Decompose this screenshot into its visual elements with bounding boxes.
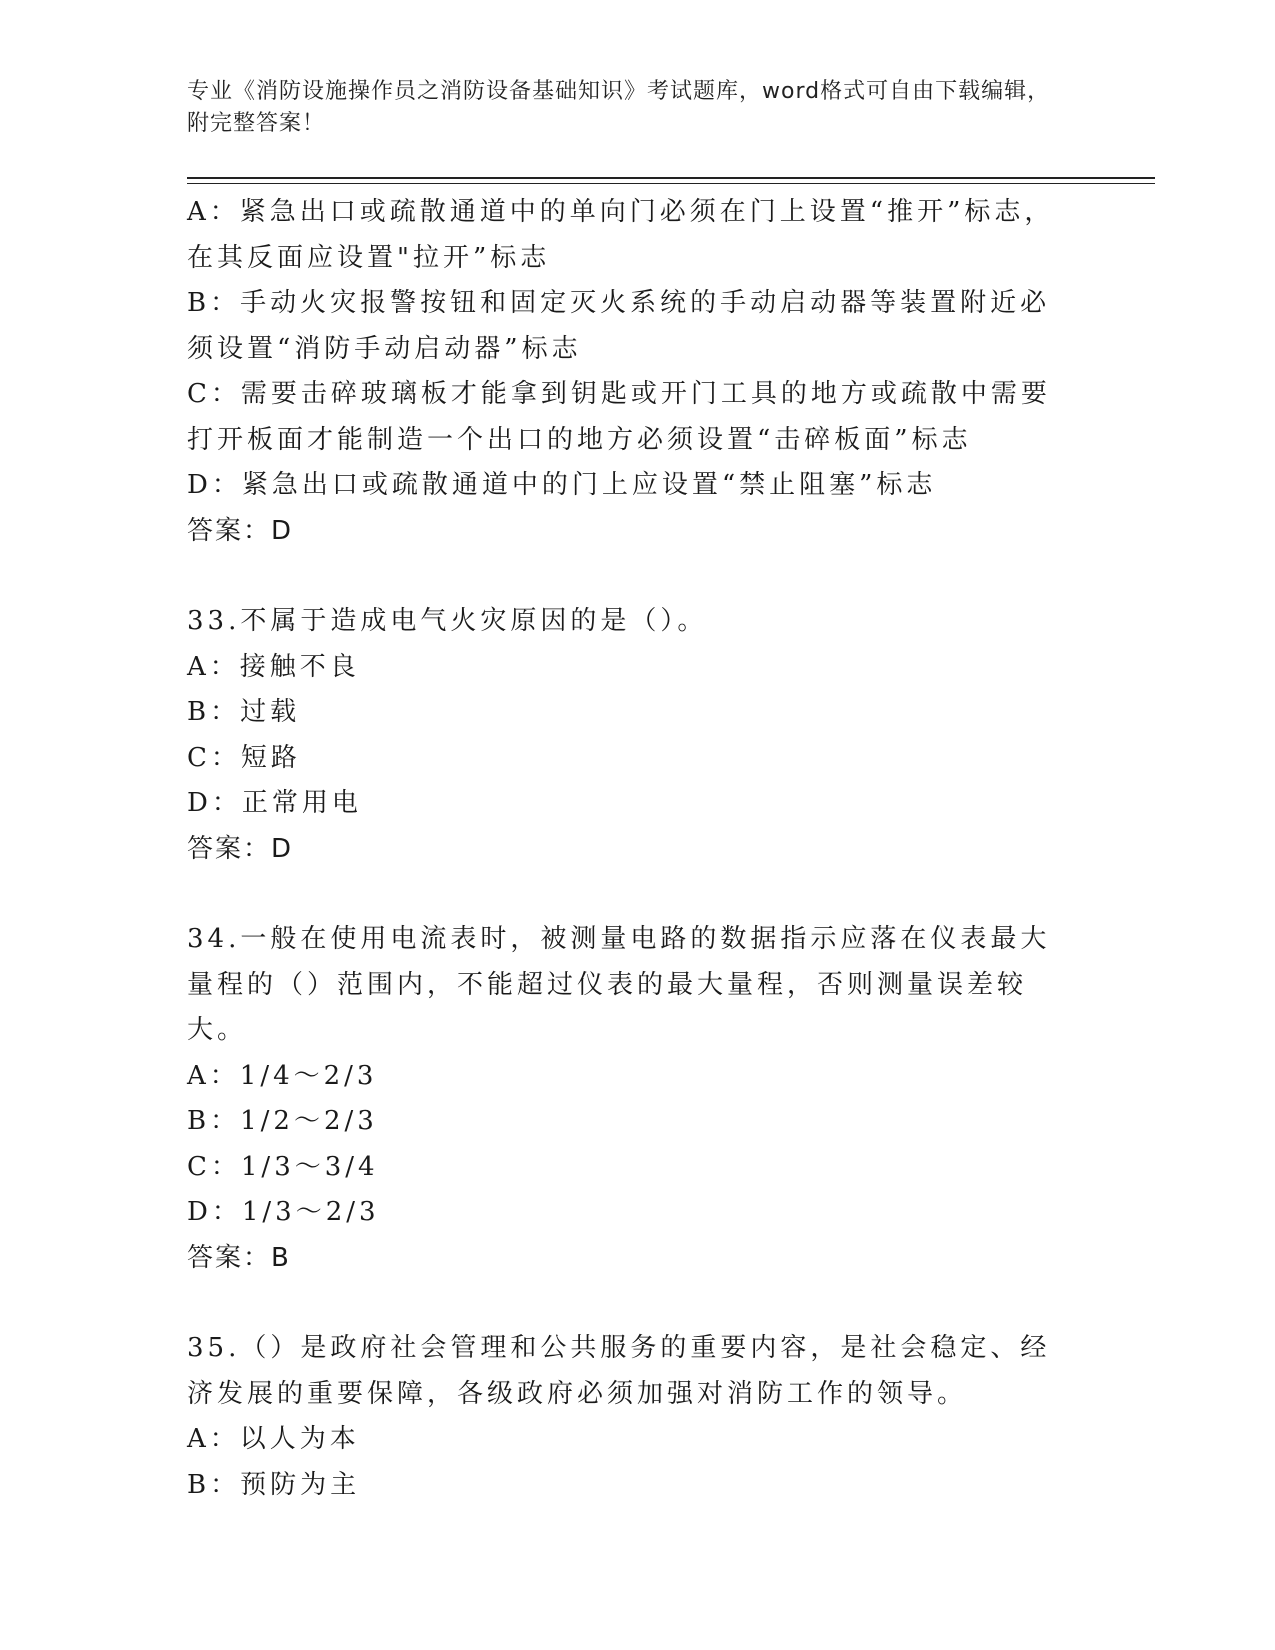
question-block-prev bbox=[187, 190, 1077, 554]
option-c: C：短路 bbox=[187, 742, 301, 773]
option-a: A：1/4～2/3 bbox=[187, 1060, 378, 1091]
spacer bbox=[187, 554, 1077, 599]
option-c: C：需要击碎玻璃板才能拿到钥匙或开门工具的地方或疏散中需要打开板面才能制造一个出口的地方必须设置“击碎板面”标志 bbox=[187, 379, 1051, 455]
option-b: B：过载 bbox=[187, 697, 301, 727]
option-d: D：1/3～2/3 bbox=[187, 1197, 380, 1227]
option-d: D：紧急出口或疏散通道中的门上应设置“禁止阻塞”标志 bbox=[187, 470, 937, 500]
option-a: A：紧急出口或疏散通道中的单向门必须在门上设置“推开”标志，在其反面应设置"拉开”标志 bbox=[187, 197, 1055, 273]
option-c: C：1/3～3/4 bbox=[187, 1151, 379, 1182]
question-list bbox=[187, 190, 1077, 1508]
question-block-33 bbox=[187, 599, 1077, 872]
answer: 答案：B bbox=[187, 1242, 291, 1273]
option-b: B：预防为主 bbox=[187, 1469, 361, 1500]
option-a: A：以人为本 bbox=[187, 1424, 360, 1454]
option-b: B：手动火灾报警按钮和固定灭火系统的手动启动器等装置附近必须设置“消防手动启动器”标志 bbox=[187, 288, 1051, 364]
question-text: 33.不属于造成电气火灾原因的是（）。 bbox=[187, 606, 708, 636]
answer: 答案：D bbox=[187, 515, 294, 546]
question-text: 34.一般在使用电流表时，被测量电路的数据指示应落在仪表最大量程的（）范围内，不能超过仪表的最大量程，否则测量误差较大。 bbox=[187, 924, 1051, 1045]
option-d: D：正常用电 bbox=[187, 788, 362, 818]
option-a: A：接触不良 bbox=[187, 651, 360, 682]
spacer bbox=[187, 1281, 1077, 1326]
header-rule-thin bbox=[187, 183, 1155, 184]
spacer bbox=[187, 872, 1077, 917]
option-b: B：1/2～2/3 bbox=[187, 1106, 378, 1136]
header-rule-thick bbox=[187, 177, 1155, 179]
question-text: 35.（）是政府社会管理和公共服务的重要内容，是社会稳定、经济发展的重要保障，各级政府必须加强对消防工作的领导。 bbox=[187, 1333, 1051, 1409]
answer: 答案：D bbox=[187, 833, 294, 864]
document-header: 专业《消防设施操作员之消防设备基础知识》考试题库，word格式可自由下载编辑，附完整答案！ bbox=[187, 79, 1051, 136]
question-block-34 bbox=[187, 917, 1077, 1281]
question-block-35 bbox=[187, 1326, 1077, 1508]
